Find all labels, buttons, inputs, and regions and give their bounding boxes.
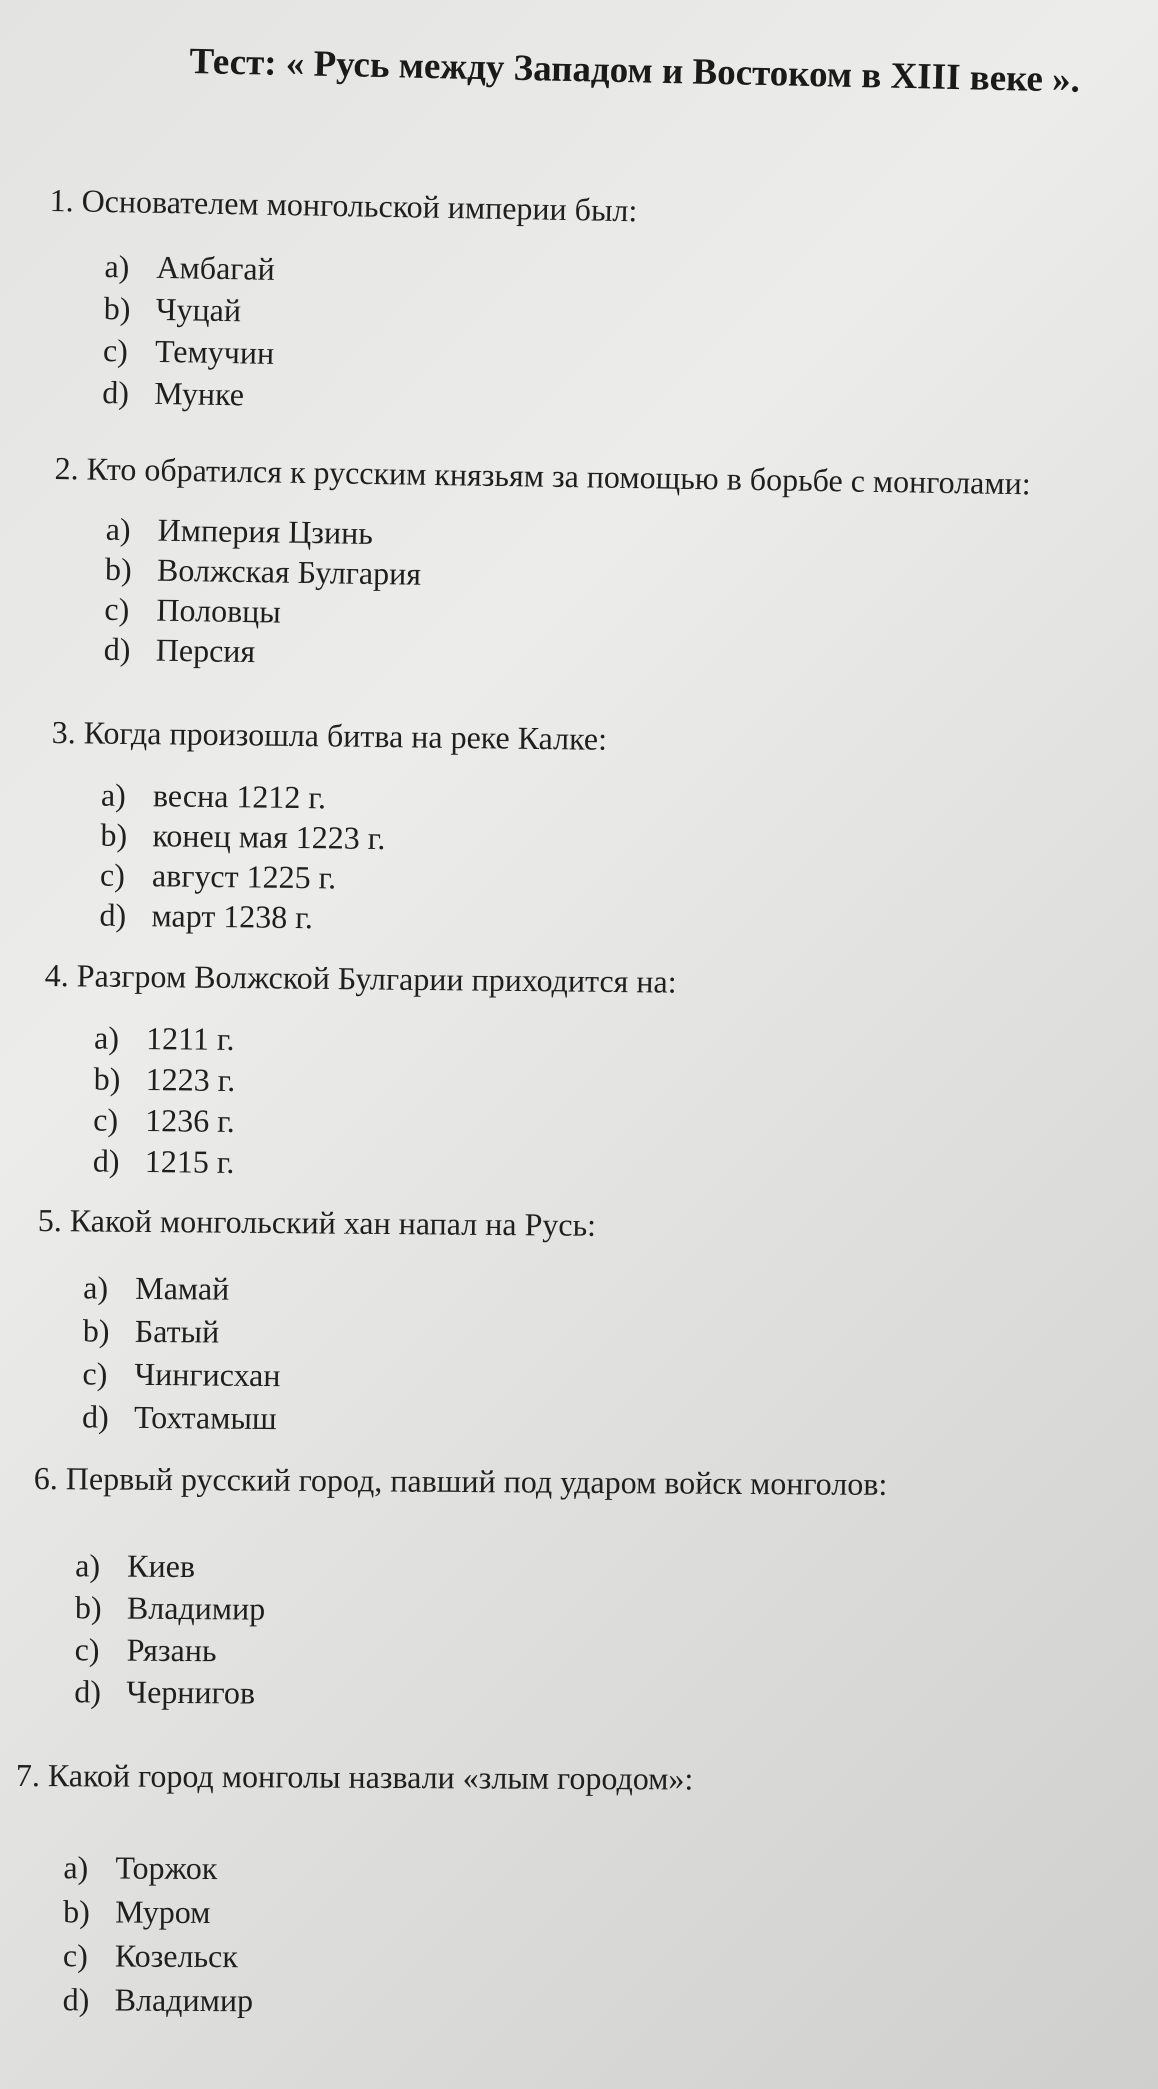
answer-letter: c) <box>104 590 130 628</box>
answer-text: конец мая 1223 г. <box>152 817 386 857</box>
answer-letter: a) <box>105 510 131 548</box>
answer-letter: c) <box>82 1355 108 1392</box>
answer-text: Киев <box>127 1547 196 1585</box>
answer-letter: b) <box>104 550 133 588</box>
answer-letter: a) <box>100 776 127 813</box>
answer-letter: a) <box>104 247 130 285</box>
answer-option <box>75 1586 887 1634</box>
answer-letter: c) <box>102 331 129 369</box>
answer-letter: b) <box>63 1893 90 1930</box>
question-6 <box>32 1458 887 1718</box>
answer-letter: b) <box>74 1589 102 1626</box>
answer-letter: c) <box>99 856 126 893</box>
answer-letter: b) <box>103 289 131 327</box>
question-4 <box>43 955 677 1188</box>
answer-text: Владимир <box>114 1981 254 2019</box>
answer-text: Мунке <box>153 374 245 413</box>
answer-text: Темучин <box>154 332 275 371</box>
answer-letter: c) <box>93 1101 119 1138</box>
question-text <box>49 180 637 230</box>
answer-text: 1223 г. <box>145 1061 236 1098</box>
answer-text: Торжок <box>115 1849 218 1887</box>
answer-option <box>93 1100 675 1147</box>
answer-text: 1215 г. <box>144 1143 235 1180</box>
question-5 <box>36 1200 596 1443</box>
answer-text: Половцы <box>156 591 282 630</box>
question-text <box>45 955 677 1002</box>
question-label: Разгром Волжской Булгарии приходится на: <box>76 957 677 1000</box>
answer-letter: d) <box>81 1398 109 1435</box>
answer-option <box>63 1933 693 1980</box>
answer-letter: b) <box>82 1312 110 1349</box>
answer-letter: b) <box>100 816 128 853</box>
question-number: 1. <box>49 181 74 219</box>
answer-option <box>93 1141 675 1188</box>
answer-text: Чернигов <box>126 1673 256 1711</box>
answer-letter: d) <box>92 1142 120 1179</box>
answer-letter: d) <box>74 1673 102 1710</box>
answer-letter: d) <box>103 630 131 668</box>
answer-text: Империя Цзинь <box>157 511 374 552</box>
answer-option <box>63 1889 693 1936</box>
answer-text: август 1225 г. <box>151 857 337 896</box>
answer-letter: d) <box>99 896 127 933</box>
answer-letter: d) <box>101 373 130 411</box>
question-1 <box>46 180 638 422</box>
question-text <box>54 448 1031 503</box>
answer-text: 1236 г. <box>145 1102 235 1139</box>
answer-option <box>83 1309 596 1356</box>
question-label: Когда произошла битва на реке Калке: <box>83 714 608 757</box>
answer-option <box>102 371 634 422</box>
question-number: 7. <box>15 1757 40 1794</box>
answer-option <box>75 1628 887 1676</box>
answer-text: Козельск <box>114 1937 238 1975</box>
answer-text: Батый <box>134 1312 220 1350</box>
question-text <box>52 712 608 759</box>
answer-text: Муром <box>115 1893 211 1931</box>
answer-list <box>74 1544 887 1718</box>
answer-option <box>82 1395 595 1442</box>
question-2 <box>52 448 1031 683</box>
answer-option <box>75 1544 887 1592</box>
answer-option <box>63 1845 693 1892</box>
answer-option <box>100 855 606 901</box>
answer-text: Амбагай <box>156 248 276 287</box>
answer-option <box>93 1059 675 1106</box>
answer-option <box>82 1352 595 1399</box>
question-3 <box>49 712 607 941</box>
question-text <box>34 1458 888 1504</box>
answer-option <box>99 895 605 941</box>
answer-list <box>99 775 606 941</box>
question-number: 3. <box>51 713 76 751</box>
answer-text: Персия <box>155 631 256 670</box>
answer-list <box>93 1018 677 1188</box>
answer-letter: b) <box>93 1060 121 1097</box>
answer-letter: c) <box>62 1937 88 1974</box>
answer-list <box>104 509 1031 683</box>
answer-text: Владимир <box>126 1589 266 1627</box>
question-text <box>38 1200 597 1245</box>
answer-text: 1211 г. <box>145 1020 235 1057</box>
answer-option <box>83 1266 596 1313</box>
question-number: 5. <box>37 1201 62 1239</box>
answer-text: Волжская Булгария <box>156 551 422 592</box>
answer-letter: d) <box>62 1981 90 2018</box>
answer-text: март 1238 г. <box>151 897 314 936</box>
question-label: Какой город монголы назвали «злым городом»: <box>47 1757 694 1797</box>
question-number: 2. <box>54 449 79 487</box>
answer-text: Чуцай <box>155 290 242 329</box>
question-label: Кто обратился к русским князьям за помощью в борьбе с монголами: <box>86 450 1031 502</box>
answer-letter: c) <box>74 1631 100 1668</box>
answer-list <box>63 1845 693 2024</box>
answer-letter: a) <box>93 1019 120 1056</box>
answer-option <box>101 775 607 821</box>
answer-letter: a) <box>75 1547 101 1584</box>
answer-text: Рязань <box>126 1631 217 1669</box>
answer-option <box>94 1018 676 1065</box>
answer-text: Тохтамыш <box>133 1398 277 1437</box>
question-number: 4. <box>44 956 69 994</box>
page-title: Тест: « Русь между Западом и Востоком в XIII веке ». <box>189 40 1081 101</box>
answer-text: весна 1212 г. <box>152 777 327 816</box>
answer-option <box>100 815 606 861</box>
answer-option <box>74 1670 886 1718</box>
answer-list <box>102 245 637 422</box>
question-7 <box>15 1755 694 2025</box>
question-label: Первый русский город, павший под ударом войск монголов: <box>65 1460 888 1502</box>
answer-text: Мамай <box>135 1269 230 1307</box>
question-label: Основателем монгольской империи был: <box>81 182 638 229</box>
question-label: Какой монгольский хан напал на Русь: <box>69 1202 597 1243</box>
answer-text: Чингисхан <box>134 1355 281 1394</box>
question-number: 6. <box>33 1460 58 1497</box>
answer-list <box>82 1266 596 1442</box>
answer-option <box>63 1977 693 2024</box>
answer-letter: a) <box>83 1269 109 1306</box>
question-text <box>16 1755 694 1799</box>
answer-letter: a) <box>63 1849 89 1886</box>
